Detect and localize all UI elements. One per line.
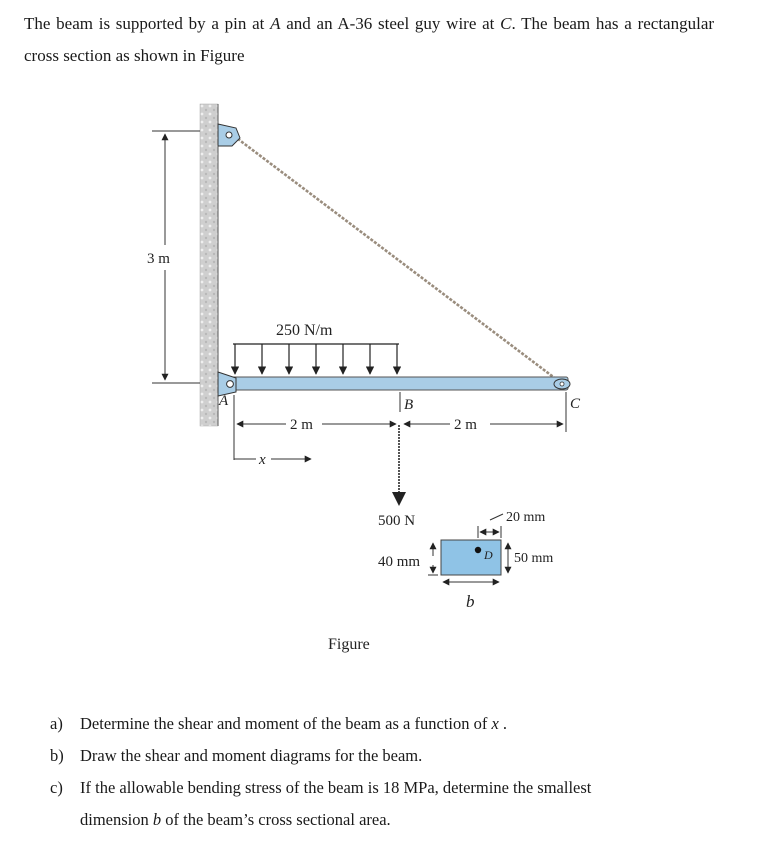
question-c-continuation <box>80 804 750 836</box>
question-a-text: Determine the shear and moment of the beam as a function of <box>80 714 488 733</box>
x-label: x <box>259 452 266 468</box>
question-c-post: of the beam’s cross sectional area. <box>165 810 391 829</box>
question-c-text: If the allowable bending stress of the beam is 18 MPa, determine the smallest <box>80 778 592 797</box>
question-b-text: Draw the shear and moment diagrams for the beam. <box>80 746 423 765</box>
dim-20-leader <box>490 514 503 520</box>
section-left-label: 40 mm <box>378 554 421 570</box>
point-load-arrowhead <box>392 492 406 506</box>
force-label: 500 N <box>378 513 416 529</box>
point-b-label: B <box>404 397 414 413</box>
section-point-d-label: D <box>484 548 493 562</box>
question-c-var: b <box>152 810 162 829</box>
question-a <box>50 708 750 740</box>
point-c-label: C <box>570 396 581 412</box>
intro-point-a: A <box>270 14 281 33</box>
top-pin <box>226 132 232 138</box>
questions-list <box>50 708 750 836</box>
question-a-label: a) <box>50 714 63 733</box>
dim-right-label: 2 m <box>454 417 477 433</box>
intro-point-c: C <box>500 14 512 33</box>
wall <box>200 104 218 426</box>
question-c-cont-pre: dimension <box>80 810 149 829</box>
beam <box>222 377 568 390</box>
intro-text-2: and an A-36 steel guy wire at <box>286 14 495 33</box>
load-label: 250 N/m <box>276 322 333 339</box>
distributed-load-arrows <box>235 344 397 374</box>
section-right-label: 50 mm <box>514 551 554 566</box>
intro-text-3: . The beam has a rectangular cross section as shown in Figure <box>24 14 715 65</box>
pin-c <box>560 382 564 386</box>
intro-text-1: The beam is supported by a pin at <box>24 14 265 33</box>
question-a-post: . <box>502 714 508 733</box>
question-a-var: x <box>491 714 499 733</box>
pin-a <box>227 381 234 388</box>
question-c-label: c) <box>50 778 63 797</box>
dim-height-label: 3 m <box>147 251 170 267</box>
question-b <box>50 740 750 772</box>
section-top-label: 20 mm <box>506 510 546 525</box>
section-bottom-label: b <box>466 592 475 611</box>
dim-left-label: 2 m <box>290 417 313 433</box>
section-point-d-dot <box>475 547 481 553</box>
figure-caption: Figure <box>328 636 370 653</box>
question-b-label: b) <box>50 746 64 765</box>
point-a-label: A <box>219 393 229 409</box>
question-c <box>50 772 750 836</box>
